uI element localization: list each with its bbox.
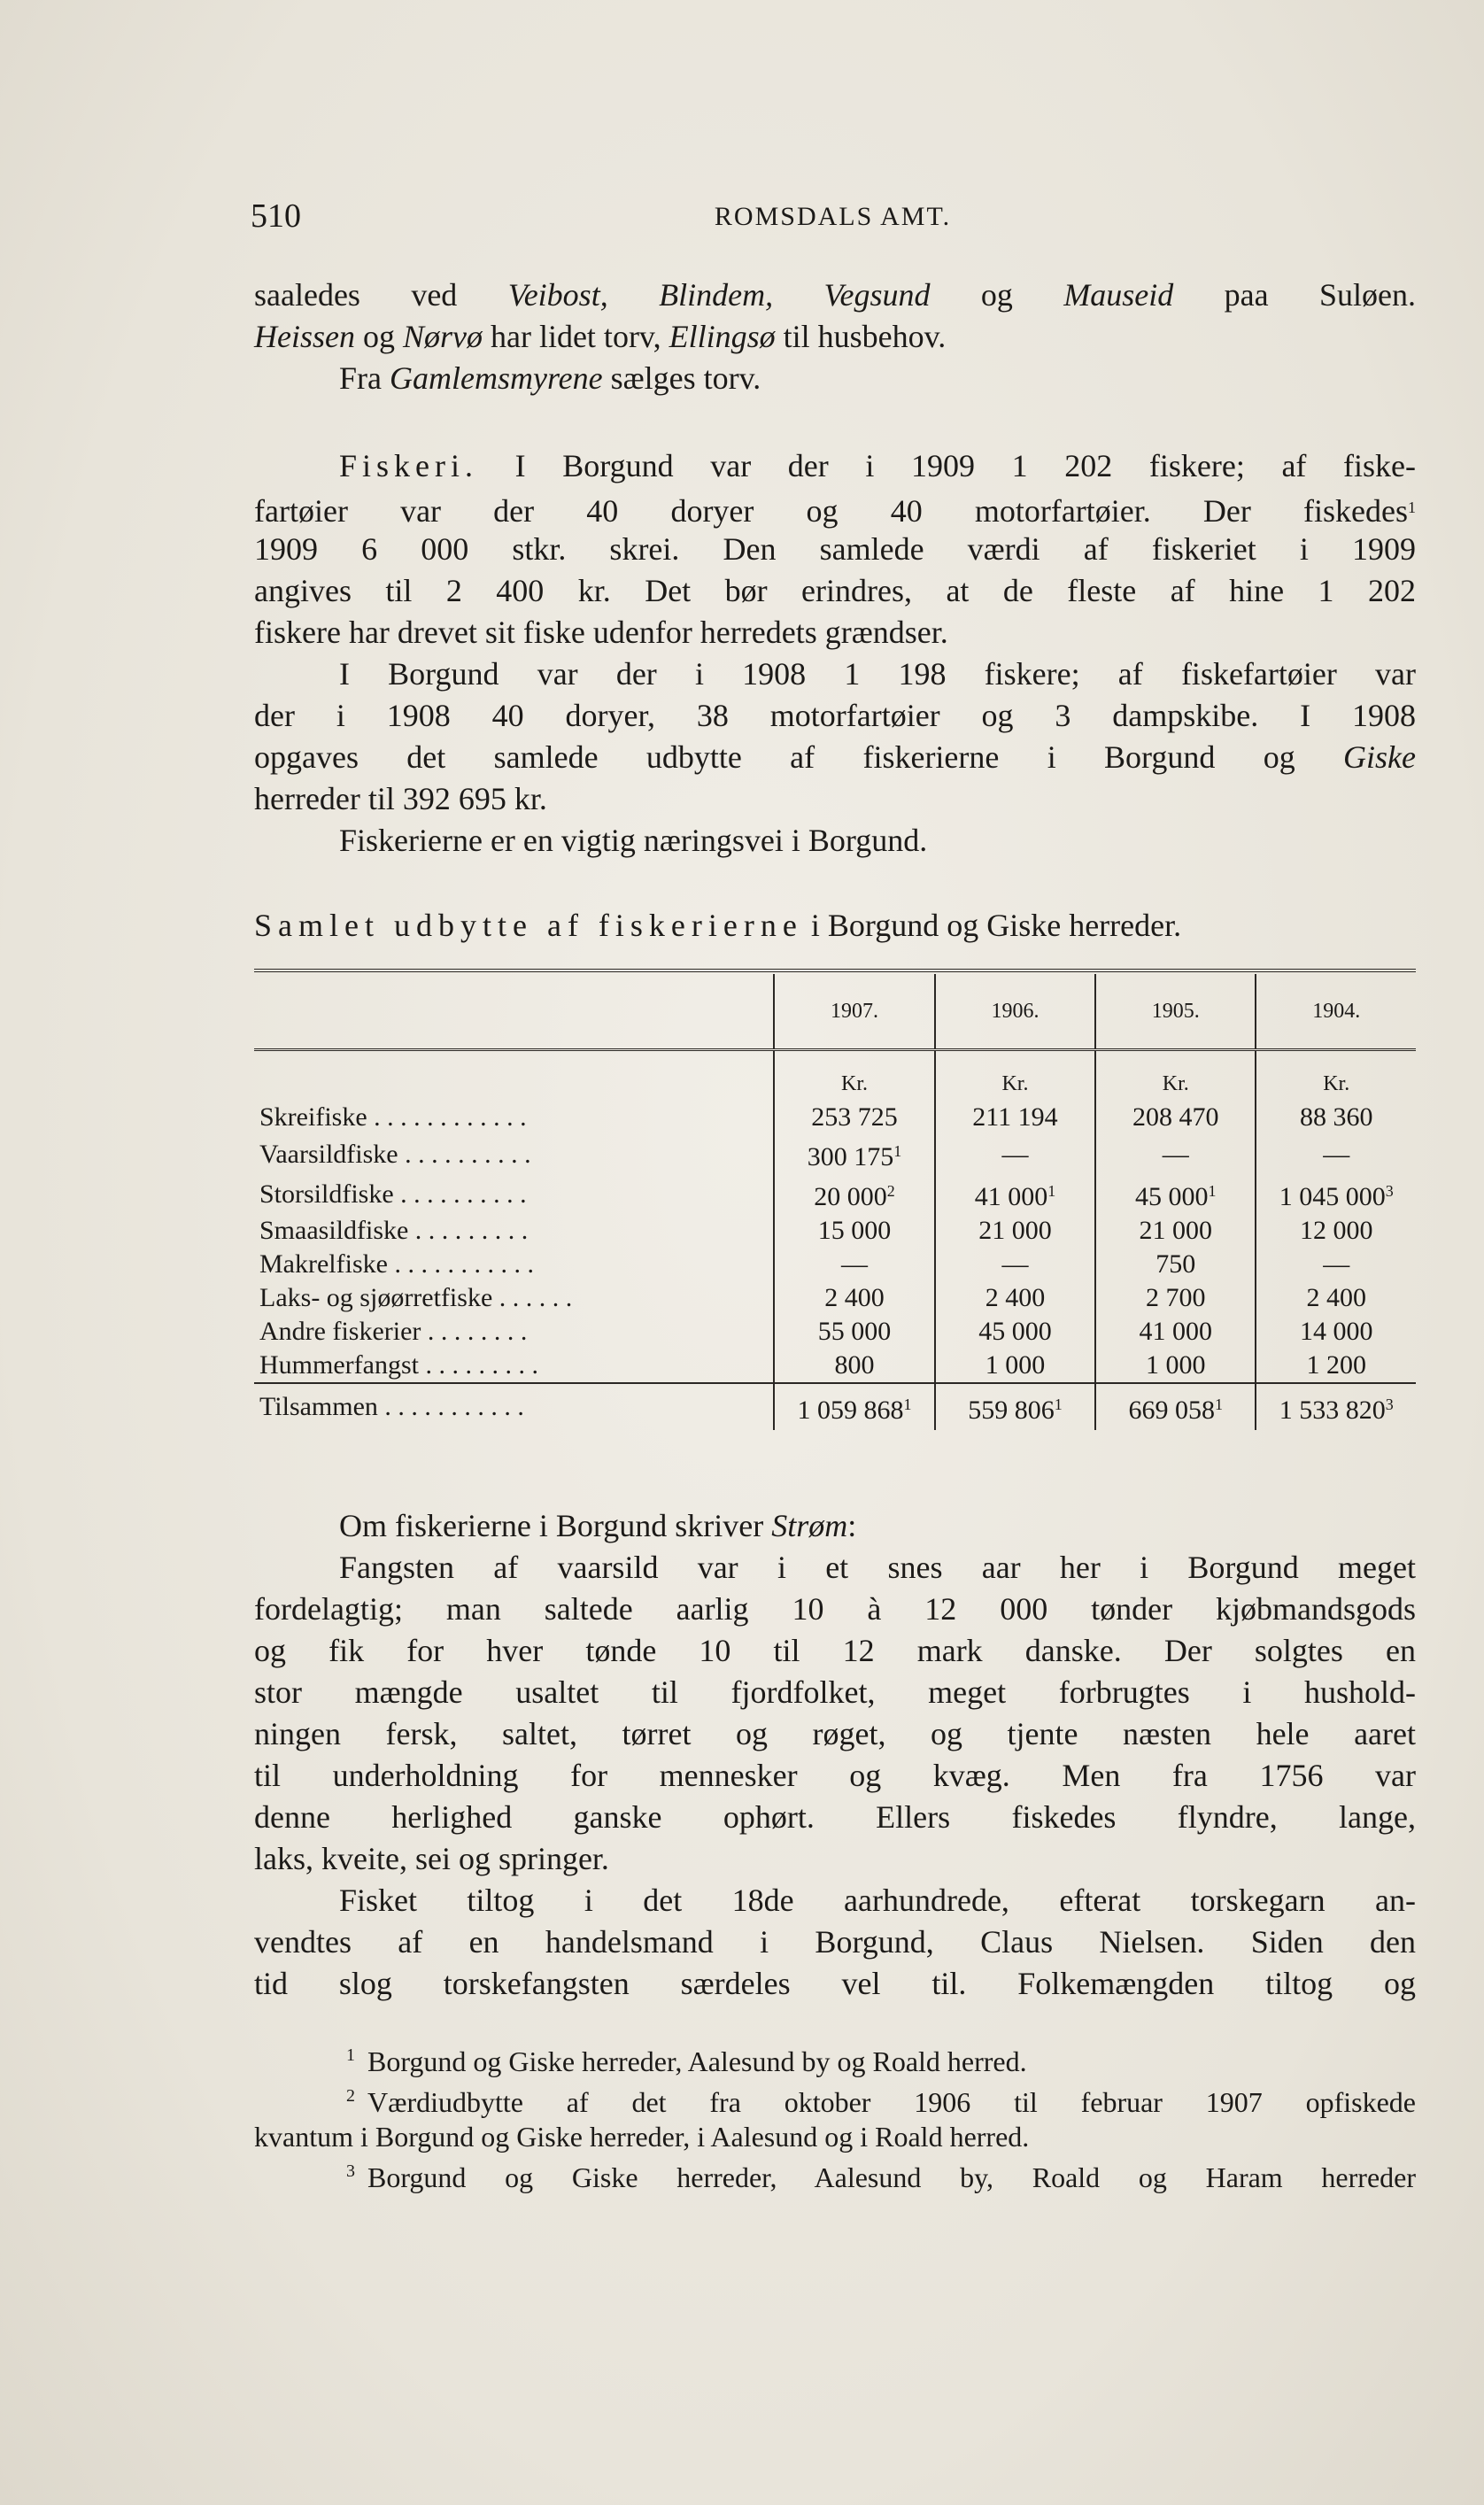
page-number: 510 xyxy=(251,197,301,235)
table-cell: 88 360 xyxy=(1256,1101,1416,1134)
table-cell: 1 045 $000^3$ xyxy=(1256,1174,1416,1214)
text-line: fordelagtig; man saltede aarlig 10 à 12 000 tønder kjøbmandsgods xyxy=(254,1591,1416,1627)
table-cell: 14 000 xyxy=(1256,1315,1416,1349)
text-line: Fra Gamlemsmyrene sælges torv. xyxy=(339,360,761,396)
row-label: Vaarsildfiske . . . . . . . . . . xyxy=(259,1139,531,1169)
text-line: Heissen og Nørvø har lidet torv, Ellingsø til husbehov. xyxy=(254,319,947,354)
row-label: Hummerfangst . . . . . . . . . xyxy=(259,1350,538,1380)
fishery-yield-table xyxy=(254,974,1416,1430)
text-line: Fiskerierne er en vigtig næringsvei i Borgund. xyxy=(339,823,928,858)
table-row xyxy=(254,1174,1416,1214)
table-row xyxy=(254,1214,1416,1248)
footnote-ref: 2 xyxy=(886,1182,895,1200)
column-header: 1907. xyxy=(774,974,935,1050)
text-line: fiskere har drevet sit fiske udenfor herredets grændser. xyxy=(254,615,948,650)
table-header-row xyxy=(254,974,1416,1050)
table-row xyxy=(254,1315,1416,1349)
table-cell: 55 000 xyxy=(774,1315,935,1349)
text-line: herreder til 392 695 kr. xyxy=(254,781,547,816)
text-line: angives til 2 400 kr. Det bør erindres, at de fleste af hine 1 202 xyxy=(254,573,1416,608)
footnote-ref: 1 xyxy=(903,1395,912,1413)
footnote-ref: 1 xyxy=(1047,1182,1056,1200)
fiskeri-section xyxy=(254,445,1416,862)
footnote: $^1$ Borgund og Giske herreder, Aalesund by og Roald herred. xyxy=(346,2045,1027,2077)
strom-quote xyxy=(254,1505,1416,2005)
column-header: 1905. xyxy=(1095,974,1256,1050)
section-heading: Fiskeri. xyxy=(339,448,479,483)
row-label: Laks- og sjøørretfiske . . . . . . xyxy=(259,1283,573,1312)
table-cell: 12 000 xyxy=(1256,1214,1416,1248)
text-line: tid slog torskefangsten særdeles vel til. Folkemængden tiltog og xyxy=(254,1966,1416,2001)
unit-label: Kr. xyxy=(1256,1050,1416,1102)
table-cell: 21 000 xyxy=(1095,1214,1256,1248)
table-cell: 2 400 xyxy=(935,1281,1095,1315)
table-top-rule xyxy=(254,969,1416,972)
table-cell: — xyxy=(1256,1248,1416,1281)
row-label: Makrelfiske . . . . . . . . . . . xyxy=(259,1249,534,1279)
text-line: Fisket tiltog i det 18de aarhundrede, efterat torskegarn an- xyxy=(339,1883,1416,1918)
page-header xyxy=(251,197,1415,241)
table-cell: 669 $058^1$ xyxy=(1095,1383,1256,1430)
table-cell: 300 $175^1$ xyxy=(774,1134,935,1174)
column-header: 1904. xyxy=(1256,974,1416,1050)
table-title: Samlet udbytte af fiskerierne i Borgund og Giske herreder. xyxy=(254,908,1182,943)
row-label: Storsildfiske . . . . . . . . . . xyxy=(259,1179,527,1209)
running-head: ROMSDALS AMT. xyxy=(714,202,952,231)
table-cell: 41 000 xyxy=(1095,1315,1256,1349)
footnote-ref: 1 xyxy=(1408,499,1416,516)
text-line: saaledes ved Veibost, Blindem, Vegsund og Mauseid paa Suløen. xyxy=(254,277,1417,313)
text-line: I Borgund var der i 1908 1 198 fiskere; af fiskefartøier var xyxy=(339,656,1416,692)
table-cell: 253 725 xyxy=(774,1101,935,1134)
text-line: Fangsten af vaarsild var i et snes aar her i Borgund meget xyxy=(339,1550,1416,1585)
table-cell: — xyxy=(774,1248,935,1281)
table-row xyxy=(254,1349,1416,1383)
text-line: vendtes af en handelsmand i Borgund, Claus Nielsen. Siden den xyxy=(254,1924,1416,1960)
table-cell: 1 059 $868^1$ xyxy=(774,1383,935,1430)
text-line: ningen fersk, saltet, tørret og røget, og tjente næsten hele aaret xyxy=(254,1716,1416,1751)
footnotes xyxy=(254,2038,1416,2195)
table-cell: 1 533 $820^3$ xyxy=(1256,1383,1416,1430)
table-cell: 45 000 xyxy=(935,1315,1095,1349)
text-line: stor mængde usaltet til fjordfolket, meget forbrugtes i hushold- xyxy=(254,1674,1416,1710)
table-cell: 208 470 xyxy=(1095,1101,1256,1134)
footnote-ref: 1 xyxy=(1215,1395,1223,1413)
footnote-ref: 1 xyxy=(1208,1182,1217,1200)
footnote-ref: 1 xyxy=(893,1142,902,1160)
footnote-continuation: kvantum i Borgund og Giske herreder, i Aalesund og i Roald herred. xyxy=(254,2121,1030,2153)
text-line: til underholdning for mennesker og kvæg. Men fra 1756 var xyxy=(254,1758,1416,1793)
row-label: Tilsammen . . . . . . . . . . . xyxy=(254,1383,774,1430)
table-cell: — xyxy=(1095,1134,1256,1174)
table-cell: 2 700 xyxy=(1095,1281,1256,1315)
text-line: 1909 6 000 stkr. skrei. Den samlede værdi af fiskeriet i 1909 xyxy=(254,531,1416,567)
table-cell: 1 200 xyxy=(1256,1349,1416,1383)
column-header: 1906. xyxy=(935,974,1095,1050)
text-line: denne herlighed ganske ophørt. Ellers fiskedes flyndre, lange, xyxy=(254,1799,1416,1835)
text-line: Om fiskerierne i Borgund skriver Strøm: xyxy=(339,1508,857,1543)
row-label: Skreifiske . . . . . . . . . . . . xyxy=(259,1102,527,1132)
table-cell: 800 xyxy=(774,1349,935,1383)
table-cell: — xyxy=(1256,1134,1416,1174)
table-cell: 41 $000^1$ xyxy=(935,1174,1095,1214)
text-line: fartøier var der 40 doryer og 40 motorfartøier. Der fiskedes$^1$ xyxy=(254,493,1416,529)
table-cell: — xyxy=(935,1134,1095,1174)
torv-paragraph xyxy=(254,274,1416,399)
table-cell: 1 000 xyxy=(935,1349,1095,1383)
unit-label: Kr. xyxy=(1095,1050,1256,1102)
table-row xyxy=(254,1134,1416,1174)
total-row xyxy=(254,1383,1416,1430)
table-cell: 559 $806^1$ xyxy=(935,1383,1095,1430)
unit-row xyxy=(254,1050,1416,1102)
table-cell: 2 400 xyxy=(774,1281,935,1315)
table-cell: — xyxy=(935,1248,1095,1281)
table-cell: 20 $000^2$ xyxy=(774,1174,935,1214)
text-line: opgaves det samlede udbytte af fiskerierne i Borgund og Giske xyxy=(254,739,1416,775)
footnote: $^3$ Borgund og Giske herreder, Aalesund by, Roald og Haram herreder xyxy=(346,2161,1416,2193)
table-cell: 1 000 xyxy=(1095,1349,1256,1383)
table-cell: 2 400 xyxy=(1256,1281,1416,1315)
table-cell: 211 194 xyxy=(935,1101,1095,1134)
footnote: $^2$ Værdiudbytte af det fra oktober 1906 til februar 1907 opfiskede xyxy=(346,2086,1416,2118)
footnote-ref: 1 xyxy=(1054,1395,1063,1413)
text-line: laks, kveite, sei og springer. xyxy=(254,1841,609,1876)
table-row xyxy=(254,1248,1416,1281)
footnote-ref: 3 xyxy=(1385,1182,1394,1200)
unit-label: Kr. xyxy=(935,1050,1095,1102)
table-cell: 21 000 xyxy=(935,1214,1095,1248)
table-row xyxy=(254,1281,1416,1315)
table-cell: 45 $000^1$ xyxy=(1095,1174,1256,1214)
text-line: Fiskeri. I Borgund var der i 1909 1 202 fiskere; af fiske- xyxy=(339,448,1417,483)
text-line: der i 1908 40 doryer, 38 motorfartøier og 3 dampskibe. I 1908 xyxy=(254,698,1416,733)
text-line: og fik for hver tønde 10 til 12 mark danske. Der solgtes en xyxy=(254,1633,1416,1668)
table-cell: 15 000 xyxy=(774,1214,935,1248)
table-cell: 750 xyxy=(1095,1248,1256,1281)
row-label: Andre fiskerier . . . . . . . . xyxy=(259,1317,528,1346)
unit-label: Kr. xyxy=(774,1050,935,1102)
footnote-ref: 3 xyxy=(1385,1395,1394,1413)
table-row xyxy=(254,1101,1416,1134)
row-label: Smaasildfiske . . . . . . . . . xyxy=(259,1216,529,1245)
